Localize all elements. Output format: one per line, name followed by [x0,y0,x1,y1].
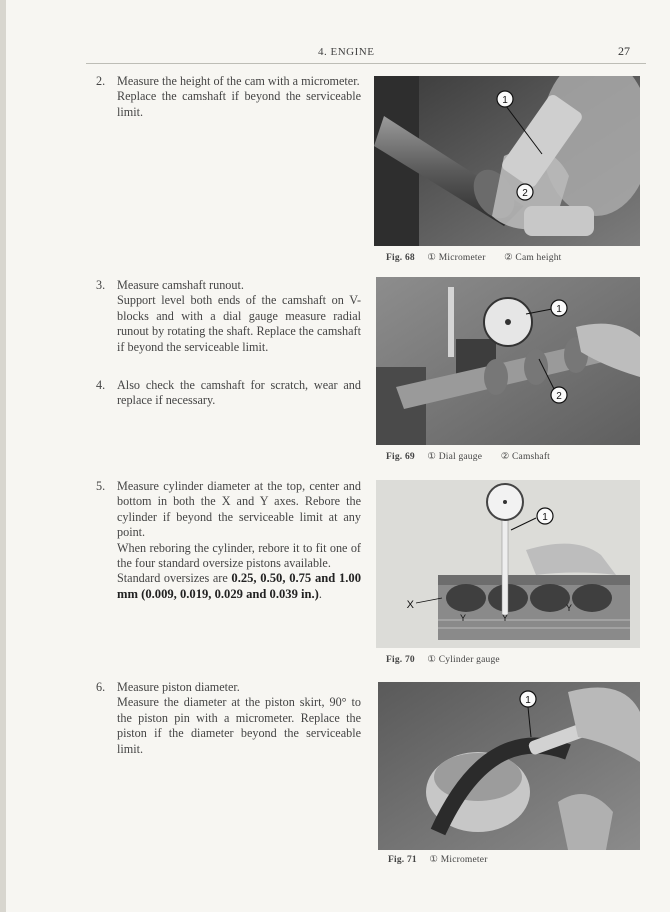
callout-2: 2 [556,391,562,402]
caption-item: ① Micrometer [427,253,486,263]
step-text: When reboring the cylinder, rebore it to fit one of the four standard oversize pistons available. [117,540,361,571]
callout-2: 2 [522,188,528,199]
figure-69-caption [386,451,566,462]
page-edge-shadow [0,0,6,912]
caption-item: ② Cam height [504,253,562,263]
callout-1: 1 [525,695,531,706]
micrometer-cam-photo [374,76,640,246]
axis-label-y: Y [460,613,467,623]
step-text: Support level both ends of the camshaft on V-blocks and with a dial gauge measure radial runout by rotating the shaft. Replace the camshaft if beyond the serviceable limit. [117,293,361,354]
callout-1: 1 [542,512,548,523]
caption-item: ① Cylinder gauge [427,655,500,665]
section-header: 4. ENGINE [318,46,375,58]
oversize-prefix: Standard oversizes are [117,571,232,586]
step-number: 6. [96,680,106,694]
header-divider [86,63,646,64]
caption-item: ① Dial gauge [427,452,483,462]
step-number: 4. [96,378,106,392]
callout-1: 1 [556,304,562,315]
piston-micrometer-photo [378,682,640,850]
step-6 [96,680,361,757]
figure-71-caption [388,854,504,865]
step-text: Measure the diameter at the piston skirt, 90° to the piston pin with a micrometer. Replace the piston if the diameter beyond the serviceable limit. [117,695,361,756]
oversize-suffix: . [318,586,322,601]
step-text: Measure cylinder diameter at the top, center and bottom in both the X and Y axes. Rebore the cylinder if beyond the serviceable limit at any point. [117,479,361,540]
step-text: Measure the height of the cam with a micrometer. [117,74,360,88]
step-text: Measure camshaft runout. [117,278,244,292]
page-number: 27 [618,44,630,58]
dial-gauge-camshaft-photo [376,277,640,445]
step-number: 3. [96,278,106,292]
step-number: 2. [96,74,106,88]
figure-70-caption [386,654,516,665]
cylinder-gauge-photo [376,480,640,648]
oversize-spec [117,571,361,602]
callout-1: 1 [502,95,508,106]
oversize-values: 0.25, 0.50, 0.75 and 1.00 mm (0.009, 0.019, 0.029 and 0.039 in.) [117,571,362,601]
step-text: Also check the camshaft for scratch, wear and replace if necessary. [117,378,361,408]
figure-69-photo [376,277,640,445]
axis-label-y: Y [502,613,509,623]
figure-68-caption [386,252,578,263]
step-3 [96,278,361,355]
axis-label-y: Y [566,603,573,613]
step-2 [96,74,361,120]
caption-item: ② Camshaft [500,452,551,462]
figure-label: Fig. 68 [386,253,415,263]
figure-70-photo [376,480,640,648]
step-text: Measure piston diameter. [117,680,240,694]
step-text: Replace the camshaft if beyond the serviceable limit. [117,89,361,119]
step-5 [96,479,361,602]
axis-label-x: X [406,599,414,611]
figure-label: Fig. 70 [386,655,415,665]
figure-68-photo [374,76,640,246]
step-number: 5. [96,479,106,493]
caption-item: ① Micrometer [429,855,488,865]
step-4 [96,378,361,409]
figure-label: Fig. 71 [388,855,417,865]
figure-71-photo [378,682,640,850]
figure-label: Fig. 69 [386,452,415,462]
